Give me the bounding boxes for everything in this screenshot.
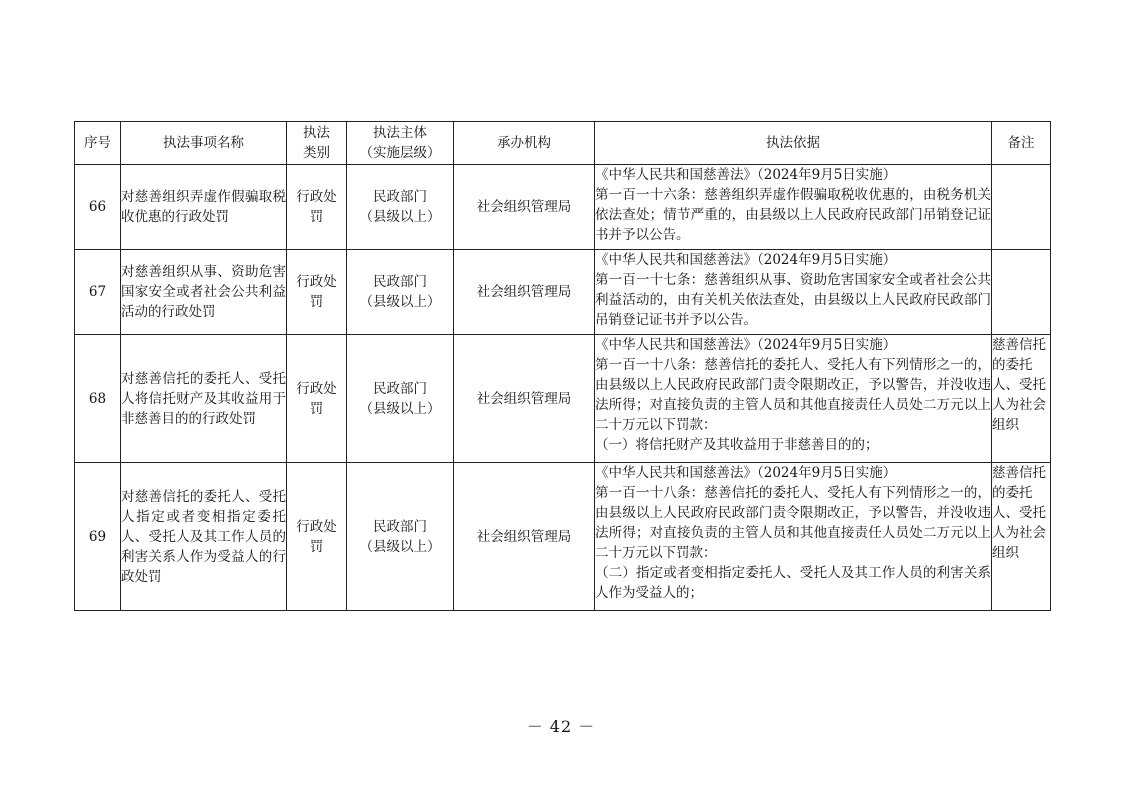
basis-law-title: 《中华人民共和国慈善法》（2024年9月5日实施） [595,465,897,481]
row-basis [595,335,992,463]
page-number: － 42 － [526,717,596,736]
row-basis [595,165,992,250]
row-note: 慈善信托的委托人、受托人为社会组织 [992,463,1051,611]
basis-article: 第一百一十八条：慈善信托的委托人、受托人有下列情形之一的，由县级以上人民政府民政部门责令限期改正，予以警告，并没收违法所得；对直接负责的主管人员和其他直接责任人员处二万元以上二十万元以下罚款： [595,485,991,561]
row-agency: 社会组织管理局 [454,463,595,611]
row-item-name: 对慈善信托的委托人、受托人指定或者变相指定委托人、受托人及其工作人员的利害关系人作为受益人的行政处罚 [121,463,287,611]
row-no: 69 [75,463,121,611]
row-basis [595,463,992,611]
row-no: 68 [75,335,121,463]
header-category: 执法 类别 [287,122,347,165]
row-category: 行政处罚 [287,250,347,335]
basis-clause: （一）将信托财产及其收益用于非慈善目的的； [595,437,879,453]
row-agency: 社会组织管理局 [454,165,595,250]
table-header-row [75,122,1051,165]
enforcement-table [74,121,1051,611]
row-agency: 社会组织管理局 [454,250,595,335]
table-row [75,165,1051,250]
header-subject: 执法主体 （实施层级） [347,122,454,165]
table-row [75,335,1051,463]
row-note: 慈善信托的委托人、受托人为社会组织 [992,335,1051,463]
row-subject: 民政部门 （县级以上） [347,463,454,611]
row-subject: 民政部门 （县级以上） [347,165,454,250]
row-item-name: 对慈善组织弄虚作假骗取税收优惠的行政处罚 [121,165,287,250]
row-item-name: 对慈善信托的委托人、受托人将信托财产及其收益用于非慈善目的的行政处罚 [121,335,287,463]
row-agency: 社会组织管理局 [454,335,595,463]
basis-article: 第一百一十七条：慈善组织从事、资助危害国家安全或者社会公共利益活动的，由有关机关依法查处，由县级以上人民政府民政部门吊销登记证书并予以公告。 [595,272,991,328]
basis-article: 第一百一十六条：慈善组织弄虚作假骗取税收优惠的，由税务机关依法查处；情节严重的，由县级以上人民政府民政部门吊销登记证书并予以公告。 [595,187,991,243]
basis-law-title: 《中华人民共和国慈善法》（2024年9月5日实施） [595,252,897,268]
row-item-name: 对慈善组织从事、资助危害国家安全或者社会公共利益活动的行政处罚 [121,250,287,335]
row-no: 66 [75,165,121,250]
header-item-name: 执法事项名称 [121,122,287,165]
row-category: 行政处罚 [287,165,347,250]
row-note [992,250,1051,335]
basis-law-title: 《中华人民共和国慈善法》（2024年9月5日实施） [595,337,897,353]
basis-clause: （二）指定或者变相指定委托人、受托人及其工作人员的利害关系人作为受益人的； [595,565,991,601]
row-category: 行政处罚 [287,463,347,611]
row-category: 行政处罚 [287,335,347,463]
row-no: 67 [75,250,121,335]
header-agency: 承办机构 [454,122,595,165]
row-subject: 民政部门 （县级以上） [347,335,454,463]
basis-law-title: 《中华人民共和国慈善法》（2024年9月5日实施） [595,167,897,183]
header-note: 备注 [992,122,1051,165]
table-row [75,463,1051,611]
basis-article: 第一百一十八条：慈善信托的委托人、受托人有下列情形之一的，由县级以上人民政府民政部门责令限期改正，予以警告，并没收违法所得；对直接负责的主管人员和其他直接责任人员处二万元以上二十万元以下罚款： [595,357,991,433]
table-row [75,250,1051,335]
row-note [992,165,1051,250]
row-basis [595,250,992,335]
header-no: 序号 [75,122,121,165]
row-subject: 民政部门 （县级以上） [347,250,454,335]
header-basis: 执法依据 [595,122,992,165]
